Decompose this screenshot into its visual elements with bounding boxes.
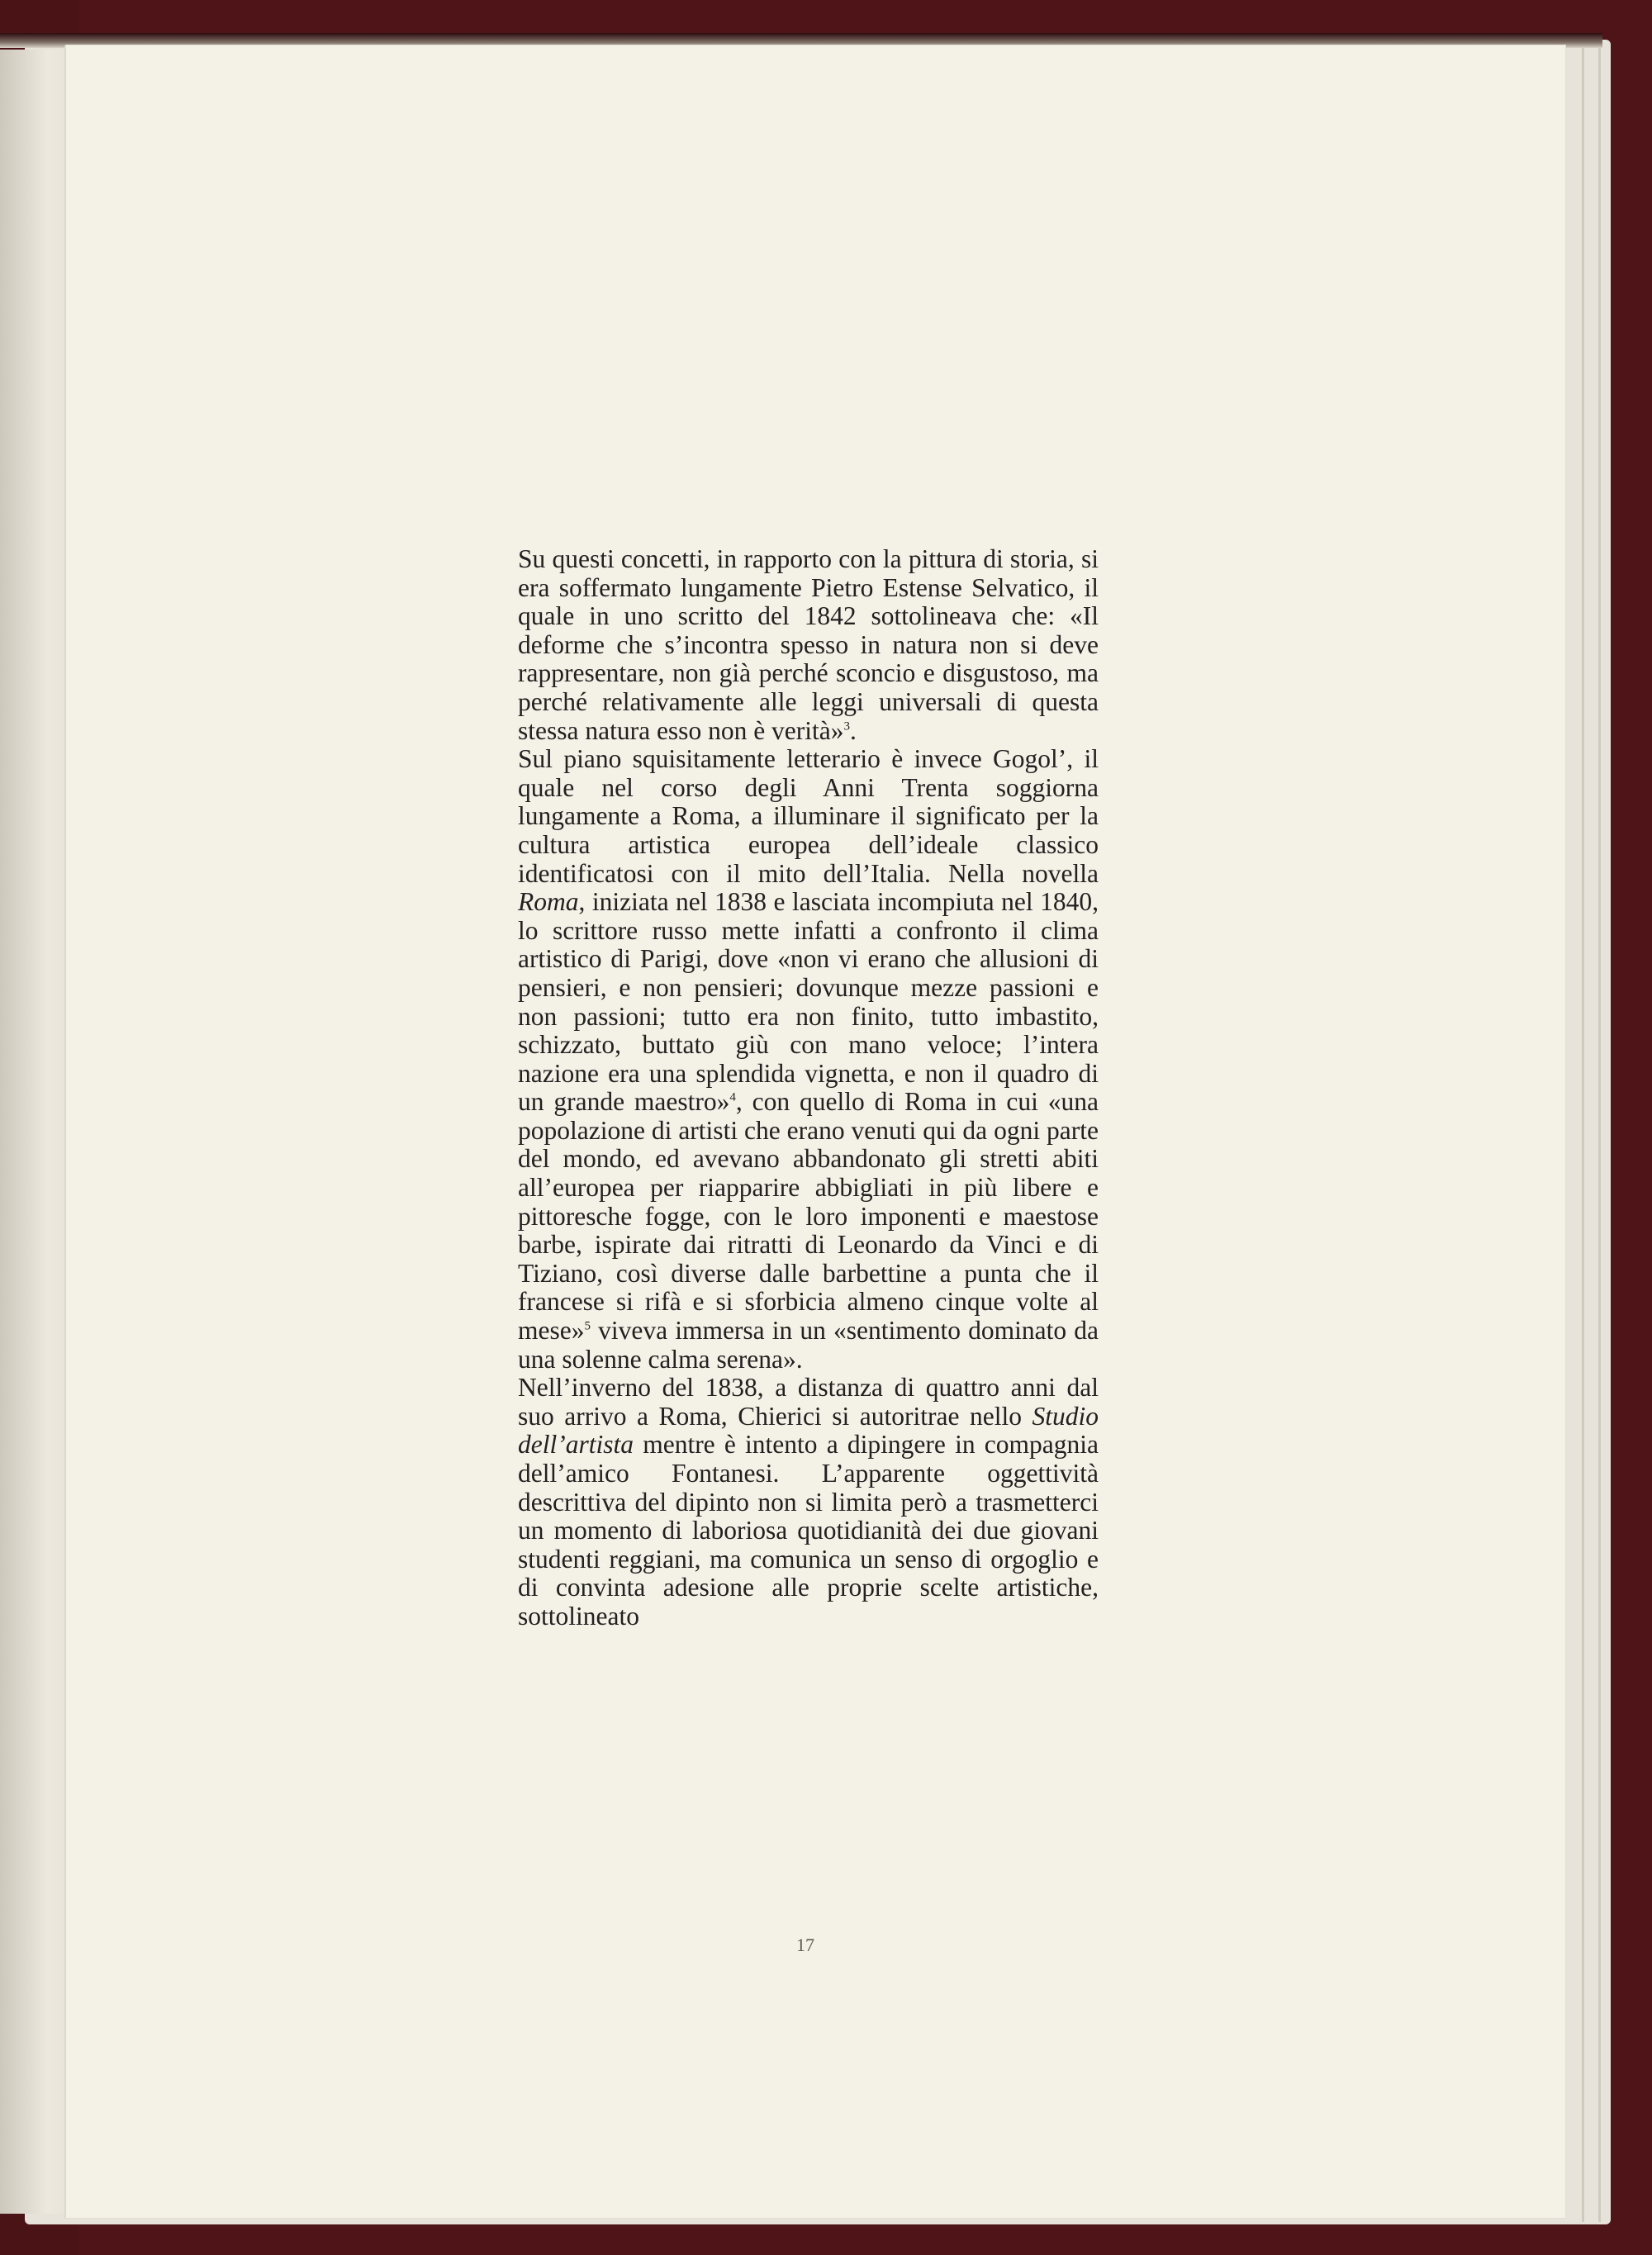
- text-run: viveva immersa in un «sentimento dominato da una solenne calma serena».: [518, 1316, 1099, 1374]
- text-run: .: [850, 715, 857, 745]
- page-edge-line: [1598, 43, 1601, 2222]
- text-run: Su questi concetti, in rapporto con la pittura di storia, si era soffermato lungamente Pietro Estense Selvatico, il quale in uno scritto del 1842 sottolineava che: «Il deforme che s’incontra spesso in natura non si deve rappresentare, non già perché sconcio e disgustoso, ma perché relativamente alle leggi universali di questa stessa natura esso non è verità»: [518, 544, 1099, 745]
- text-run: , iniziata nel 1838 e lasciata incompiuta nel 1840, lo scrittore russo mette infatti a confronto il clima artistico di Parigi, dove «non vi erano che allusioni di pensieri, e non pensieri; dovunque mezze passioni e non passioni; tutto era non finito, tutto imbastito, schizzato, buttato giù con mano veloce; l’intera nazione era una splendida vignetta, e non il quadro di un grande maestro»: [518, 887, 1099, 1117]
- text-run: mentre è intento a dipingere in compagnia dell’amico Fontanesi. L’apparente oggettività descrittiva del dipinto non si limita però a trasmetterci un momento di laboriosa quotidianità dei due giovani studenti reggiani, ma comunica un senso di orgoglio e di convinta adesione alle proprie scelte artistiche, sottolineato: [518, 1430, 1099, 1631]
- footnote-marker: 3: [843, 719, 851, 733]
- text-run: , con quello di Roma in cui «una popolazione di artisti che erano venuti qui da ogni parte del mondo, ed avevano abbandonato gli stretti abiti all’europea per riapparire abbigliati in più libere e pittoresche fogge, con le loro imponenti e maestose barbe, ispirate dai ritratti di Leonardo da Vinci e di Tiziano, così diverse dalle barbettine a punta che il francese si rifà e si sforbicia almeno cinque volte al mese»: [518, 1087, 1099, 1346]
- paragraph: [518, 1374, 1099, 1631]
- body-text: [518, 545, 1099, 1631]
- page-number: 17: [796, 1935, 814, 1955]
- text-run: Nell’inverno del 1838, a distanza di quattro anni dal suo arrivo a Roma, Chierici si autoritrae nello: [518, 1373, 1099, 1431]
- footnote-marker: 4: [729, 1090, 736, 1104]
- paragraph: [518, 545, 1099, 745]
- footnote-marker: 5: [584, 1319, 591, 1333]
- text-run: Sul piano squisitamente letterario è invece Gogol’, il quale nel corso degli Anni Trenta soggiorna lungamente a Roma, a illuminare il significato per la cultura artistica europea dell’ideale classico identificatosi con il mito dell’Italia. Nella novella: [518, 744, 1099, 888]
- page-edge-line: [1582, 43, 1584, 2222]
- italic-title: Roma: [518, 887, 579, 917]
- facing-page-edge: [0, 50, 68, 2214]
- paragraph: [518, 745, 1099, 1374]
- italic-title: Studio dell’artista: [518, 1401, 1099, 1460]
